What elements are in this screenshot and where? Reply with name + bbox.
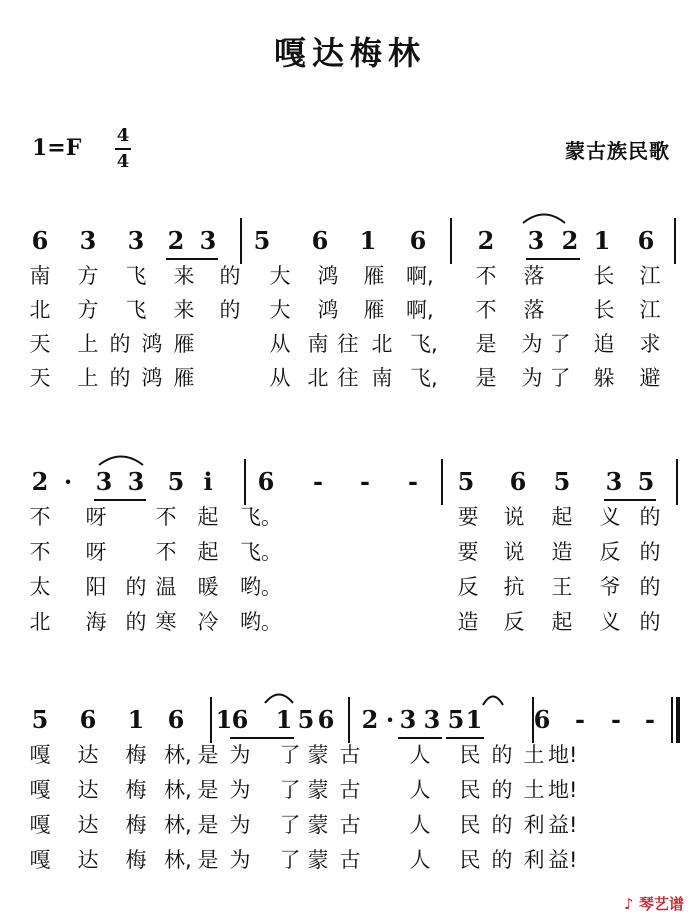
lyric-word: 的 [125, 610, 147, 634]
note: 2 [477, 226, 495, 255]
lyric-word: 呀 [85, 540, 107, 564]
lyric-word: 上 [77, 366, 99, 390]
barline [244, 459, 246, 505]
lyric-word: 不 [29, 505, 51, 529]
lyric-word: 飞 [125, 264, 147, 288]
note: 6 [167, 705, 185, 734]
lyric-word: 上 [77, 332, 99, 356]
lyric-word: 鸿 [317, 298, 339, 322]
barline [348, 697, 350, 743]
lyric-word: 的 [639, 610, 661, 634]
lyric-word: 梅 [125, 778, 147, 802]
note: 6 [317, 705, 335, 734]
lyric-word: 不 [155, 540, 177, 564]
lyric-word: 达 [77, 848, 99, 872]
lyric-word: 民 [459, 778, 481, 802]
lyric-word: 民 [459, 813, 481, 837]
note: 2 [31, 467, 49, 496]
lyric-word: 雁 [363, 264, 385, 288]
lyric-word: 啊, [406, 298, 434, 322]
lyric-word: 了 [279, 743, 301, 767]
note: 5 [31, 705, 49, 734]
barline [450, 218, 452, 264]
time-signature-bottom: 4 [116, 151, 130, 172]
lyric-word: 大 [269, 298, 291, 322]
note: 2 [167, 226, 185, 255]
lyric-word: 为 [229, 743, 251, 767]
lyric-word: 古 [339, 848, 361, 872]
note: 5 [447, 705, 465, 734]
note: 6 [311, 226, 329, 255]
lyric-word: 益! [548, 813, 578, 837]
slur [522, 210, 566, 224]
lyric-word: 造 [457, 610, 479, 634]
final-barline-thin [671, 697, 673, 743]
barline [674, 218, 676, 264]
lyric-word: 长 [593, 264, 615, 288]
lyric-word: 林, [164, 743, 192, 767]
lyric-word: 往 [337, 332, 359, 356]
lyric-word: 古 [339, 813, 361, 837]
lyric-word: 为 [521, 332, 543, 356]
lyric-word: 为 [229, 813, 251, 837]
lyric-word: 反 [503, 610, 525, 634]
extension-dash: - [360, 467, 370, 496]
lyric-word: 人 [409, 848, 431, 872]
lyric-word: 飞, [410, 366, 438, 390]
beam-underline [94, 499, 146, 501]
lyric-word: 地! [548, 743, 578, 767]
beam-underline [166, 258, 218, 260]
lyric-word: 飞。 [240, 505, 282, 529]
lyric-word: 不 [475, 298, 497, 322]
note: 6 [509, 467, 527, 496]
note: 6 [257, 467, 275, 496]
time-signature-top: 4 [116, 125, 130, 146]
lyric-word: 了 [279, 778, 301, 802]
lyric-word: 的 [109, 366, 131, 390]
lyric-word: 起 [197, 540, 219, 564]
lyric-word: 南 [371, 366, 393, 390]
lyric-word: 落 [523, 298, 545, 322]
lyric-word: 林, [164, 848, 192, 872]
note: 6 [409, 226, 427, 255]
lyric-word: 达 [77, 743, 99, 767]
lyric-word: 鸿 [141, 366, 163, 390]
time-signature [112, 126, 134, 172]
lyric-word: 土 [523, 743, 545, 767]
lyric-word: 人 [409, 813, 431, 837]
lyric-word: 从 [269, 332, 291, 356]
lyric-word: 蒙 [307, 813, 329, 837]
lyric-word: 方 [77, 264, 99, 288]
lyric-word: 蒙 [307, 778, 329, 802]
beam-underline [526, 258, 580, 260]
lyric-word: 是 [197, 813, 219, 837]
lyric-word: 蒙 [307, 743, 329, 767]
note: 2 [361, 705, 379, 734]
note: 3 [95, 467, 113, 496]
lyric-word: 北 [307, 366, 329, 390]
lyric-word: 反 [599, 540, 621, 564]
time-signature-divider [115, 148, 131, 150]
lyric-word: 古 [339, 778, 361, 802]
lyric-word: 嘎 [29, 778, 51, 802]
lyric-word: 鸿 [141, 332, 163, 356]
lyric-word: 来 [173, 298, 195, 322]
lyric-word: 雁 [173, 366, 195, 390]
lyric-word: 暖 [197, 575, 219, 599]
lyric-word: 梅 [125, 813, 147, 837]
note: 3 [423, 705, 441, 734]
lyric-word: 梅 [125, 743, 147, 767]
lyric-word: 不 [29, 540, 51, 564]
extension-dash: - [645, 705, 655, 734]
lyric-word: 哟。 [240, 575, 282, 599]
lyric-word: 北 [371, 332, 393, 356]
extension-dash: - [575, 705, 585, 734]
lyric-word: 温 [155, 575, 177, 599]
lyric-word: 不 [155, 505, 177, 529]
lyric-word: 雁 [173, 332, 195, 356]
extension-dash: - [408, 467, 418, 496]
note: 5 [297, 705, 315, 734]
lyric-word: 大 [269, 264, 291, 288]
lyric-word: 的 [491, 813, 513, 837]
lyric-word: 土 [523, 778, 545, 802]
lyric-word: 南 [29, 264, 51, 288]
slur [482, 692, 504, 706]
note: 1 [215, 705, 233, 734]
barline [240, 218, 242, 264]
lyric-word: 要 [457, 505, 479, 529]
lyric-word: 躲 [593, 366, 615, 390]
lyric-word: 为 [521, 366, 543, 390]
lyric-word: 寒 [155, 610, 177, 634]
note: 5 [553, 467, 571, 496]
note: 1 [359, 226, 377, 255]
lyric-word: 林, [164, 813, 192, 837]
note: 6 [231, 705, 249, 734]
lyric-word: 从 [269, 366, 291, 390]
lyric-word: 飞 [125, 298, 147, 322]
note: 3 [127, 226, 145, 255]
lyric-word: 古 [339, 743, 361, 767]
lyric-word: 利 [523, 848, 545, 872]
lyric-word: 的 [219, 298, 241, 322]
extension-dash: - [611, 705, 621, 734]
lyric-word: 反 [457, 575, 479, 599]
note: 1 [593, 226, 611, 255]
lyric-word: 抗 [503, 575, 525, 599]
extension-dash: - [313, 467, 323, 496]
note: 3 [399, 705, 417, 734]
note: 3 [199, 226, 217, 255]
note: 1 [275, 705, 293, 734]
lyric-word: 梅 [125, 848, 147, 872]
slur [98, 452, 144, 466]
barline [441, 459, 443, 505]
lyric-word: 义 [599, 610, 621, 634]
song-source: 蒙古族民歌 [565, 139, 670, 163]
lyric-word: 林, [164, 778, 192, 802]
lyric-word: 来 [173, 264, 195, 288]
dot-mark: · [63, 467, 73, 496]
note: 6 [79, 705, 97, 734]
note: 2 [561, 226, 579, 255]
lyric-word: 了 [549, 332, 571, 356]
lyric-word: 太 [29, 575, 51, 599]
lyric-word: 了 [279, 848, 301, 872]
lyric-word: 南 [307, 332, 329, 356]
lyric-word: 啊, [406, 264, 434, 288]
lyric-word: 了 [549, 366, 571, 390]
note: 6 [533, 705, 551, 734]
lyric-word: 哟。 [240, 610, 282, 634]
beam-underline [398, 737, 442, 739]
song-title: 嘎达梅林 [273, 34, 426, 72]
lyric-word: 要 [457, 540, 479, 564]
lyric-word: 爷 [599, 575, 621, 599]
lyric-word: 造 [551, 540, 573, 564]
lyric-word: 了 [279, 813, 301, 837]
lyric-word: 为 [229, 778, 251, 802]
lyric-word: 呀 [85, 505, 107, 529]
note: 6 [637, 226, 655, 255]
lyric-word: 的 [491, 743, 513, 767]
note: 3 [527, 226, 545, 255]
key-signature: 1=F [32, 135, 82, 161]
lyric-word: 落 [523, 264, 545, 288]
lyric-word: 嘎 [29, 743, 51, 767]
lyric-word: 冷 [197, 610, 219, 634]
watermark-text: 琴艺谱 [638, 895, 684, 913]
lyric-word: 达 [77, 778, 99, 802]
note: 6 [31, 226, 49, 255]
note: 3 [127, 467, 145, 496]
lyric-word: 方 [77, 298, 99, 322]
lyric-word: 鸿 [317, 264, 339, 288]
note: 3 [79, 226, 97, 255]
final-barline [676, 697, 680, 743]
lyric-word: 是 [197, 743, 219, 767]
lyric-word: 是 [475, 332, 497, 356]
lyric-word: 避 [639, 366, 661, 390]
lyric-word: 追 [593, 332, 615, 356]
lyric-word: 飞。 [240, 540, 282, 564]
lyric-word: 天 [29, 332, 51, 356]
beam-underline [604, 499, 656, 501]
lyric-word: 起 [551, 610, 573, 634]
watermark [624, 893, 684, 914]
note: 3 [605, 467, 623, 496]
lyric-word: 义 [599, 505, 621, 529]
lyric-word: 为 [229, 848, 251, 872]
lyric-word: 民 [459, 848, 481, 872]
lyric-word: 海 [85, 610, 107, 634]
dot-mark: · [385, 705, 395, 734]
lyric-word: 人 [409, 778, 431, 802]
lyric-word: 的 [125, 575, 147, 599]
lyric-word: 北 [29, 298, 51, 322]
lyric-word: 的 [639, 540, 661, 564]
note: 5 [253, 226, 271, 255]
lyric-word: 利 [523, 813, 545, 837]
lyric-word: 是 [197, 848, 219, 872]
lyric-word: 北 [29, 610, 51, 634]
slur [264, 690, 294, 704]
lyric-word: 民 [459, 743, 481, 767]
lyric-word: 的 [639, 575, 661, 599]
lyric-word: 飞, [410, 332, 438, 356]
barline [676, 459, 678, 505]
lyric-word: 是 [197, 778, 219, 802]
lyric-word: 起 [197, 505, 219, 529]
lyric-word: 益! [548, 848, 578, 872]
lyric-word: 的 [109, 332, 131, 356]
note: i [203, 467, 213, 496]
lyric-word: 王 [551, 575, 573, 599]
beam-underline [446, 737, 484, 739]
lyric-word: 天 [29, 366, 51, 390]
lyric-word: 蒙 [307, 848, 329, 872]
lyric-word: 长 [593, 298, 615, 322]
lyric-word: 不 [475, 264, 497, 288]
lyric-word: 嘎 [29, 813, 51, 837]
lyric-word: 雁 [363, 298, 385, 322]
lyric-word: 达 [77, 813, 99, 837]
lyric-word: 的 [491, 848, 513, 872]
lyric-word: 的 [491, 778, 513, 802]
lyric-word: 地! [548, 778, 578, 802]
lyric-word: 是 [475, 366, 497, 390]
lyric-word: 起 [551, 505, 573, 529]
lyric-word: 人 [409, 743, 431, 767]
lyric-word: 说 [503, 505, 525, 529]
lyric-word: 的 [219, 264, 241, 288]
lyric-word: 阳 [85, 575, 107, 599]
watermark-logo-icon: ♪ [624, 895, 634, 913]
lyric-word: 江 [639, 298, 661, 322]
lyric-word: 江 [639, 264, 661, 288]
note: 5 [457, 467, 475, 496]
lyric-word: 往 [337, 366, 359, 390]
note: 5 [637, 467, 655, 496]
lyric-word: 嘎 [29, 848, 51, 872]
note: 1 [127, 705, 145, 734]
note: 5 [167, 467, 185, 496]
note: 1 [465, 705, 483, 734]
lyric-word: 说 [503, 540, 525, 564]
lyric-word: 求 [639, 332, 661, 356]
beam-underline [230, 737, 294, 739]
lyric-word: 的 [639, 505, 661, 529]
